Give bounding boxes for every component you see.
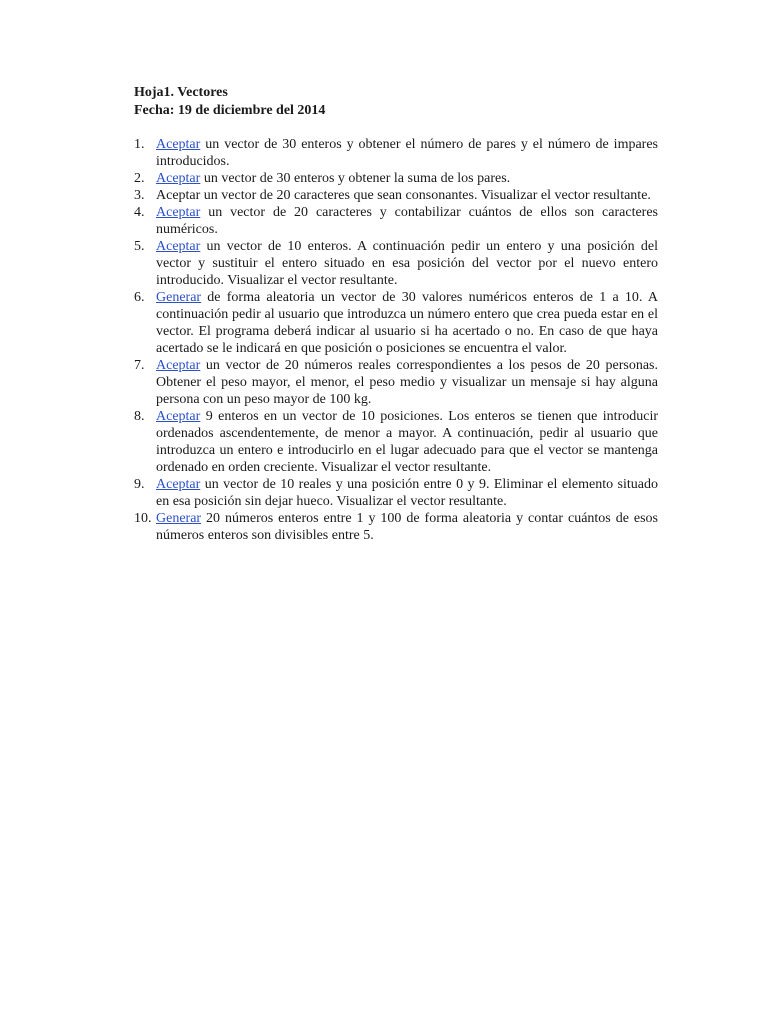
exercise-item (134, 408, 658, 476)
exercise-item (134, 204, 658, 238)
exercise-link[interactable]: Aceptar (156, 137, 201, 152)
exercise-number: 1. (134, 137, 145, 152)
exercise-body: un vector de 30 enteros y obtener el número de pares y el número de impares introducidos. (156, 137, 658, 169)
exercise-link[interactable]: Aceptar (156, 205, 201, 220)
exercise-item (134, 357, 658, 408)
exercise-body: un vector de 20 caracteres y contabilizar cuántos de ellos son caracteres numéricos. (156, 205, 658, 237)
exercise-text (156, 204, 658, 238)
exercise-body: Aceptar un vector de 20 caracteres que sean consonantes. Visualizar el vector resultante. (156, 188, 651, 203)
exercise-link[interactable]: Aceptar (156, 477, 201, 492)
exercise-body: un vector de 10 reales y una posición entre 0 y 9. Eliminar el elemento situado en esa posición sin dejar hueco. Visualizar el vector resultante. (156, 477, 658, 509)
exercise-text (156, 408, 658, 476)
exercise-text (156, 170, 658, 187)
exercise-number: 6. (134, 290, 145, 305)
document-header (134, 84, 325, 120)
exercise-body: un vector de 20 números reales correspondientes a los pesos de 20 personas. Obtener el peso mayor, el menor, el peso medio y visualizar un mensaje si hay alguna persona con un peso mayor de 100 kg. (156, 358, 658, 407)
exercise-text (156, 136, 658, 170)
exercise-number: 2. (134, 171, 145, 186)
date-line: Fecha: 19 de diciembre del 2014 (134, 103, 326, 118)
exercise-body: un vector de 10 enteros. A continuación pedir un entero y una posición del vector y sustituir el entero situado en esa posición del vector por el nuevo entero introducido. Visualizar el vector resultante. (156, 239, 658, 288)
exercise-number: 3. (134, 188, 145, 203)
exercise-item (134, 289, 658, 357)
exercise-link[interactable]: Aceptar (156, 239, 201, 254)
exercise-number: 10. (134, 511, 152, 526)
exercise-body: un vector de 30 enteros y obtener la suma de los pares. (200, 171, 511, 186)
exercise-link[interactable]: Generar (156, 511, 202, 526)
exercise-body: 20 números enteros entre 1 y 100 de forma aleatoria y contar cuántos de esos números enteros son divisibles entre 5. (156, 511, 658, 543)
exercise-link[interactable]: Aceptar (156, 409, 201, 424)
exercise-item (134, 238, 658, 289)
sheet-title: Hoja1. Vectores (134, 85, 228, 100)
exercise-body: 9 enteros en un vector de 10 posiciones. Los enteros se tienen que introducir ordenados ascendentemente, de menor a mayor. A continuación, pedir al usuario que introduzca un entero e introducirlo en el lugar adecuado para que el vector se mantenga ordenado en orden creciente. Visualizar el vector resultante. (156, 409, 658, 475)
exercise-text (156, 510, 658, 544)
exercise-number: 4. (134, 205, 145, 220)
exercise-number: 8. (134, 409, 145, 424)
exercise-text (156, 476, 658, 510)
exercise-list (134, 136, 658, 544)
exercise-item (134, 170, 658, 187)
exercise-link[interactable]: Aceptar (156, 358, 201, 373)
exercise-number: 5. (134, 239, 145, 254)
exercise-item (134, 136, 658, 170)
exercise-text (156, 357, 658, 408)
exercise-text (156, 187, 658, 204)
exercise-item (134, 476, 658, 510)
exercise-number: 7. (134, 358, 145, 373)
exercise-body: de forma aleatoria un vector de 30 valores numéricos enteros de 1 a 10. A continuación pedir al usuario que introduzca un número entero que crea pueda estar en el vector. El programa deberá indicar al usuario si ha acertado o no. En caso de que haya acertado se le indicará en que posición o posiciones se encuentra el valor. (156, 290, 658, 356)
exercise-item (134, 510, 658, 544)
exercise-text (156, 289, 658, 357)
exercise-link[interactable]: Aceptar (156, 171, 201, 186)
exercise-item (134, 187, 658, 204)
exercise-number: 9. (134, 477, 145, 492)
exercise-link[interactable]: Generar (156, 290, 202, 305)
exercise-text (156, 238, 658, 289)
